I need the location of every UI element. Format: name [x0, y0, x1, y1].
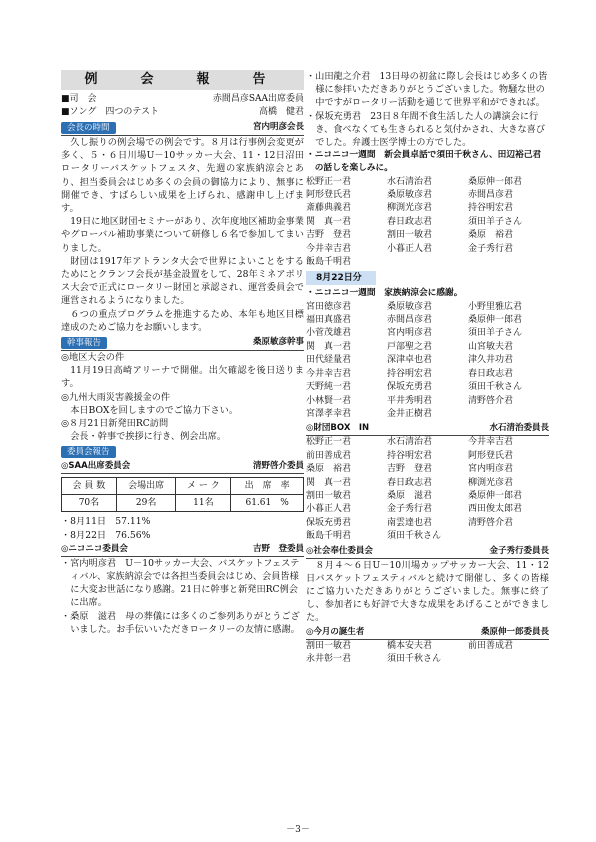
- member-name: 小暮正人君: [387, 243, 433, 254]
- member-name: 清野啓介君: [468, 517, 514, 528]
- table-cell: 70名: [62, 495, 117, 512]
- member-name: 春日政志君: [387, 477, 433, 488]
- member-name: 金子秀行君: [387, 504, 433, 515]
- page-number: －3－: [286, 825, 310, 835]
- member-name: 須田千秋さん: [387, 654, 442, 664]
- left-column: [61, 70, 304, 636]
- date-band: 8月22日分: [306, 271, 376, 285]
- member-name: 宮田徳彦君: [306, 301, 352, 312]
- member-name: 桑原敏彦君: [387, 301, 433, 312]
- member-name: 西田俊太郎君: [468, 504, 523, 515]
- member-name: 桑原 裕君: [468, 230, 514, 241]
- member-name: 小野里雅広君: [468, 301, 523, 312]
- member-name: 割田一敏君: [306, 490, 352, 501]
- member-name: 持谷明宏君: [468, 203, 514, 214]
- member-name: 水石清治君: [387, 176, 433, 187]
- secretary-item-3-head: ◎８月21日新発田RC訪問: [61, 418, 169, 430]
- niconico-header: [61, 543, 304, 557]
- member-name: 桑原伸一郎君: [468, 315, 523, 326]
- member-name: 宮内明彦君: [387, 328, 433, 339]
- member-name: 天野純一君: [306, 382, 352, 393]
- member-name: 前田善成君: [468, 640, 514, 651]
- week1-names: [306, 176, 549, 270]
- member-name: 須田羊子さん: [468, 216, 523, 227]
- member-name: 桑原伸一郎君: [468, 490, 523, 501]
- member-name: 関 真一君: [306, 341, 352, 352]
- member-name: 須田千秋さん: [468, 382, 523, 393]
- committee-header: [61, 445, 304, 459]
- committee-tag: 委員会報告: [61, 446, 116, 458]
- member-name: 阿形登氏君: [306, 190, 352, 201]
- service-name: ◎社会奉仕委員会: [306, 545, 373, 556]
- saa-speaker: 清野啓介委員: [252, 461, 304, 472]
- member-name: 小菅茂雄君: [306, 328, 352, 339]
- president-para-4: ６つの重点プログラムを推進するため、本年も地区目標達成のためご協力をお願いします。: [61, 308, 304, 333]
- niconico-entry: ・山田龍之介君 13日母の初盆に際し会長はじめ多くの皆様に参拝いただきありがとうございました。物騒な世の中ですがロータリー活動を通じて世界平和ができれば。: [306, 71, 548, 109]
- box-header: [306, 422, 549, 436]
- member-name: 関 真一君: [306, 216, 352, 227]
- member-name: 田代経量君: [306, 355, 352, 366]
- secretary-item-1-head: ◎地区大会の件: [61, 352, 125, 364]
- rate-line-2: ・8月22日 76.56%: [61, 529, 151, 541]
- table-header: 会場出席: [116, 478, 176, 495]
- saa-name: ◎SAA出席委員会: [61, 461, 131, 472]
- secretary-speaker: 桑原敏彦幹事: [252, 337, 304, 348]
- saa-header: [61, 460, 304, 474]
- table-header: メ ー ク: [176, 478, 231, 495]
- member-name: 割田一敏君: [387, 230, 433, 241]
- member-name: 須田羊子さん: [468, 328, 523, 339]
- president-speaker: 宮内明彦会長: [252, 122, 304, 133]
- service-body: ８月４～６日U－10川場カップサッカー大会、11・12日バスケットフェスティバルと続けて開催し、多くの皆様にご協力いただきありがとうございました。無事に終了し、参加者にも好評で大きな成果をあげることができました。: [306, 559, 549, 624]
- member-name: 宮内明彦君: [468, 464, 514, 475]
- member-name: 津久井功君: [468, 355, 514, 366]
- secretary-tag: 幹事報告: [61, 337, 107, 349]
- member-name: 保坂充勇君: [306, 517, 352, 528]
- niconico-speaker: 吉野 登委員: [252, 543, 304, 554]
- niconico-entry: ・保坂充勇君 23日８年間不食生活した人の講演会に行き、食べなくても生きられると気付かされ、大きな喜びでした。弁護士医学博士の方でした。: [306, 110, 546, 149]
- member-name: 桑原敏彦君: [387, 190, 433, 201]
- member-name: 今井幸吉君: [468, 437, 514, 448]
- secretary-header: [61, 336, 304, 351]
- song-row: [61, 106, 304, 119]
- chair-label: ■司 会: [61, 94, 97, 104]
- member-name: 深津卓也君: [387, 355, 433, 366]
- member-name: 山宮敏夫君: [468, 341, 514, 352]
- secretary-item-2-body: 本日BOXを回しますのでご協力下さい。: [70, 404, 239, 416]
- song-value: 高橋 健君: [258, 107, 304, 117]
- niconico-entry: ・宮内明彦君 U－10サッカー大会、バスケットフェスティバル、家族納涼会では各担当委員会はじめ、会員皆様に大変お世話になり感謝。21日に幹事と新発田RC例会に出席。: [61, 557, 300, 609]
- member-name: 須田千秋さん: [387, 531, 442, 542]
- member-name: 保坂充勇君: [387, 382, 433, 393]
- table-header: 出 席 率: [231, 478, 304, 495]
- table-cell: 61.61 %: [231, 495, 304, 512]
- member-name: 小暮正人君: [306, 504, 352, 515]
- member-name: 橋本安夫君: [387, 640, 433, 651]
- member-name: 清野啓介君: [468, 395, 514, 406]
- right-column: [306, 70, 549, 666]
- member-name: 吉野 登君: [387, 464, 433, 475]
- president-para-2: 19日に地区財団セミナーがあり、次年度地区補助金事業やグローバル補助事業について研修し６名で参加してまいりました。: [61, 216, 304, 254]
- president-para-1: 久し振りの例会場での例会です。８月は行事例会変更が多く、５・６日川場U－10サッカー大会、11・12日沼田ロータリーバスケットフェスタ、先週の家族納涼会とあり、担当委員会はじめ多くの会員の御協力により、無事に開催でき、すばらしい成果を上げられ、感謝申し上げます。: [61, 137, 304, 215]
- member-name: 南雲達也君: [387, 517, 433, 528]
- birthday-names: [306, 640, 549, 667]
- president-tag: 会長の時間: [61, 122, 116, 134]
- member-name: 今井幸吉君: [306, 368, 352, 379]
- member-name: 阿形登氏君: [468, 450, 514, 461]
- member-name: 関 真一君: [306, 477, 352, 488]
- birthday-speaker: 桑原伸一郎委員長: [480, 626, 549, 637]
- member-name: 桑原伸一郎君: [468, 176, 523, 187]
- table-row: [62, 495, 304, 512]
- member-name: 赤間昌彦君: [387, 315, 433, 326]
- member-name: 宮澤孝幸君: [306, 408, 352, 419]
- table-cell: 11名: [176, 495, 231, 512]
- member-name: 小林賢一君: [306, 395, 352, 406]
- niconico-entry: ・桑原 滋君 母の葬儀には多くのご参列ありがとうございました。お手伝いいただきロータリーの友情に感謝。: [61, 610, 300, 635]
- birthday-name: ◎今月の誕生者: [306, 626, 365, 637]
- member-name: 松野正一君: [306, 437, 352, 448]
- member-name: 飯島千明君: [306, 257, 352, 268]
- week2-heading: ・ニコニコ一週間 家族納涼会に感謝。: [306, 288, 463, 299]
- member-name: 松野正一君: [306, 176, 352, 187]
- president-header: [61, 121, 304, 136]
- member-name: 春日政志君: [468, 368, 514, 379]
- member-name: 吉野 登君: [306, 230, 352, 241]
- service-speaker: 金子秀行委員長: [489, 545, 549, 556]
- niconico-name: ◎ニコニコ委員会: [61, 543, 128, 554]
- member-name: 柳渕光彦君: [468, 477, 514, 488]
- rate-line-1: ・8月11日 57.11%: [61, 516, 151, 528]
- member-name: 飯島千明君: [306, 531, 352, 542]
- chair-row: [61, 93, 304, 106]
- member-name: 柳渕光彦君: [387, 203, 433, 214]
- birthday-header: [306, 626, 549, 640]
- member-name: 赤間昌彦君: [468, 190, 514, 201]
- table-header-row: [62, 478, 304, 495]
- member-name: 金井正樹君: [387, 408, 433, 419]
- member-name: 桑原 裕君: [306, 464, 352, 475]
- box-names: [306, 436, 549, 543]
- table-cell: 29名: [116, 495, 176, 512]
- member-name: 桑原 滋君: [387, 490, 433, 501]
- member-name: 金子秀行君: [468, 243, 514, 254]
- chair-value: 赤間昌彦SAA出席委員: [212, 94, 304, 104]
- member-name: 福田真盛君: [306, 315, 352, 326]
- attendance-table: [61, 477, 304, 512]
- secretary-item-3-body: 会長・幹事で挨拶に行き、例会出席。: [70, 431, 227, 443]
- song-label: ■ソング 四つのテスト: [61, 107, 159, 117]
- week2-names: [306, 301, 549, 422]
- president-para-3: 財団は1917年アトランタ大会で世界によいことをするためにとクランフ会長が基金設置をして、28年ミネアポリス大会で正式にロータリー財団と承認され、運営委員会で運営されるようになりました。: [61, 255, 304, 307]
- member-name: 持谷明宏君: [387, 368, 433, 379]
- member-name: 戸部聖之君: [387, 341, 433, 352]
- member-name: 斎藤典義君: [306, 203, 352, 214]
- secretary-item-2-head: ◎九州大雨災害義援金の件: [61, 391, 171, 403]
- member-name: 永井彰一君: [306, 654, 352, 664]
- service-header: [306, 545, 549, 559]
- member-name: 持谷明宏君: [387, 450, 433, 461]
- box-speaker: 水石清治委員長: [489, 423, 549, 434]
- secretary-item-1-body: 11月19日高崎アリーナで開催。出欠確認を後日送ります。: [61, 365, 304, 390]
- member-name: 前田善成君: [306, 450, 352, 461]
- table-header: 会 員 数: [62, 478, 117, 495]
- week1-heading: ・ニコニコ一週間 新会員卓話で須田千秋さん、田辺裕己君の話しを楽しみに。: [306, 150, 542, 174]
- member-name: 今井幸吉君: [306, 243, 352, 254]
- page-title: 例 会 報 告: [61, 70, 304, 90]
- member-name: 春日政志君: [387, 216, 433, 227]
- member-name: 平井秀明君: [387, 395, 433, 406]
- member-name: 水石清治君: [387, 437, 433, 448]
- member-name: 割田一敏君: [306, 640, 352, 651]
- box-name: ◎財団BOX IN: [306, 423, 370, 434]
